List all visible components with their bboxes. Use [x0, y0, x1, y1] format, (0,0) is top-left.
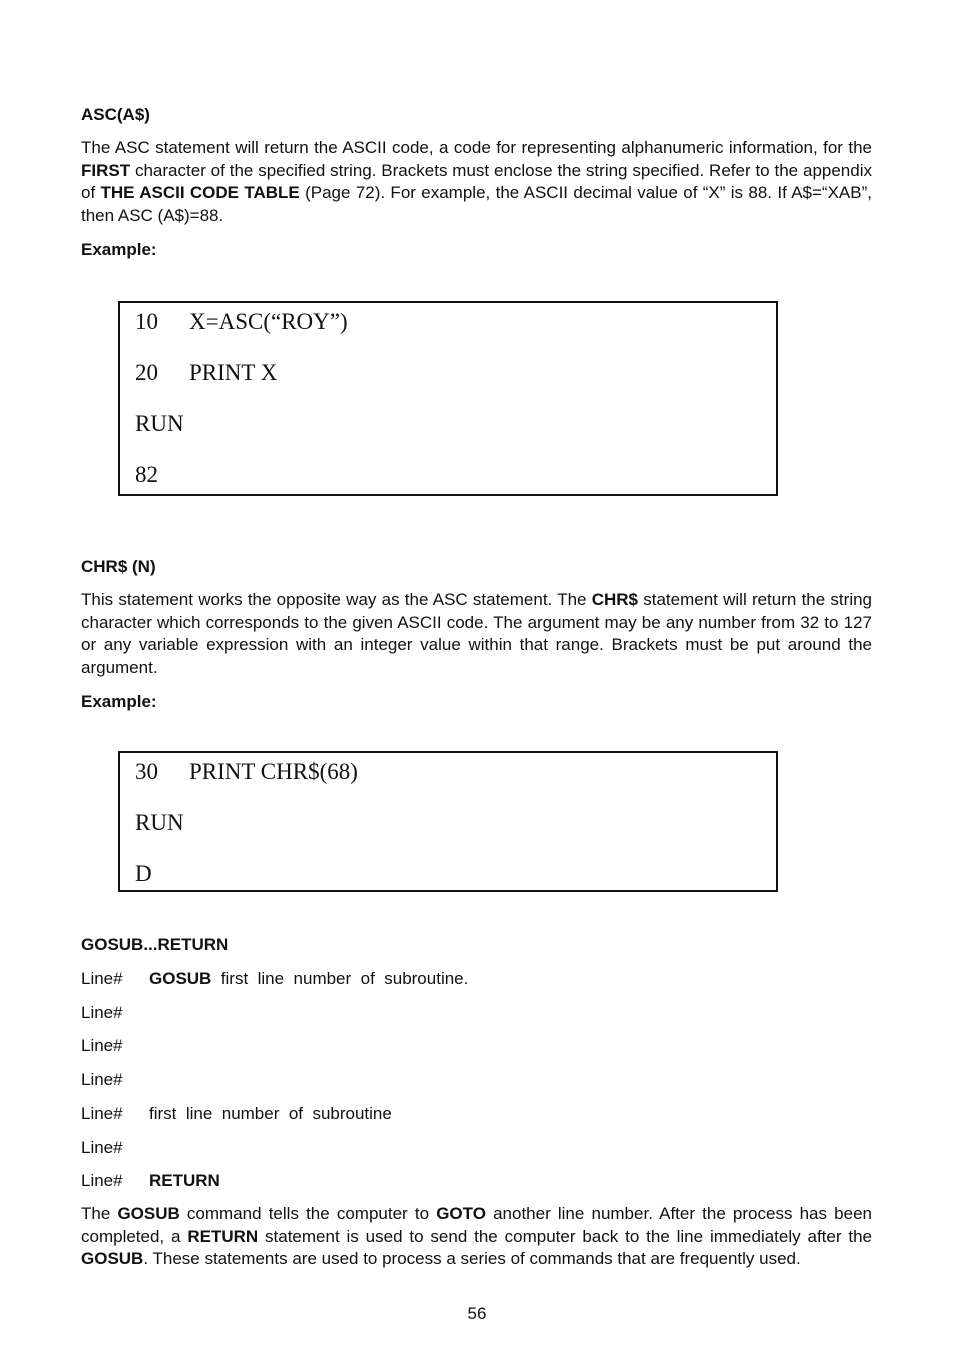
gosub-text: command tells the computer to: [179, 1204, 437, 1223]
asc-description: [81, 137, 872, 228]
syntax-line: [81, 1171, 220, 1191]
gosub-bold-term: RETURN: [187, 1226, 259, 1246]
code-statement: PRINT X: [189, 360, 278, 385]
code-statement: D: [135, 861, 152, 886]
code-statement: 82: [135, 462, 158, 487]
chr-example-label: Example:: [81, 692, 157, 711]
code-statement: RUN: [135, 411, 184, 436]
gosub-text: statement is used to send the computer back to the line immediately after the: [258, 1226, 872, 1246]
asc-text: The ASC statement will return the ASCII code, a code for representing alphanumeric information, for the: [81, 138, 872, 157]
syntax-line: [81, 1036, 149, 1056]
gosub-heading: GOSUB...RETURN: [81, 935, 229, 954]
code-line: [135, 759, 358, 785]
line-label: Line#: [81, 1103, 123, 1123]
asc-text: character of the specified string. Brackets must enclose the string specified. Refer to the appendix of: [81, 160, 872, 203]
line-keyword: RETURN: [149, 1171, 220, 1191]
syntax-line: [81, 1070, 149, 1090]
syntax-line: [81, 1003, 149, 1023]
line-label: Line#: [81, 1070, 123, 1090]
syntax-line: [81, 1138, 149, 1158]
asc-code-example: [118, 301, 778, 496]
chr-text: This statement works the opposite way as the ASC statement. The: [81, 590, 592, 609]
code-line-number: 10: [135, 309, 158, 334]
line-label: Line#: [81, 1036, 123, 1056]
code-line-number: 30: [135, 759, 158, 784]
code-line: [135, 309, 348, 335]
gosub-text: The: [81, 1204, 118, 1223]
page-number: 56: [467, 1304, 487, 1323]
line-label: Line#: [81, 969, 123, 988]
gosub-bold-term: GOSUB: [81, 1249, 144, 1269]
chr-bold-term: CHR$: [591, 590, 639, 609]
code-line: [135, 462, 158, 488]
syntax-line: [81, 969, 468, 989]
syntax-line: [81, 1104, 392, 1124]
code-line: [135, 411, 184, 437]
asc-text: (Page 72). For example, the ASCII decimal value of “X” is 88. If A$=“XAB”, then ASC (A$)=88.: [81, 183, 872, 226]
line-label: Line#: [81, 1137, 123, 1157]
chr-text: statement will return the string character which corresponds to the given ASCII code. The argument may be any number from 32 to 127 or any variable expression with an integer value within that range. Brackets must be put around the argument.: [81, 590, 872, 678]
code-line: [135, 861, 152, 887]
code-statement: PRINT CHR$(68): [189, 759, 358, 784]
line-keyword: GOSUB: [149, 969, 212, 988]
asc-heading: ASC(A$): [81, 105, 150, 124]
asc-bold-term: THE ASCII CODE TABLE: [100, 183, 300, 203]
chr-code-example: [118, 751, 778, 892]
gosub-bold-term: GOSUB: [117, 1204, 180, 1223]
line-label: Line#: [81, 1171, 123, 1191]
code-statement: X=ASC(“ROY”): [189, 309, 348, 334]
code-line: [135, 810, 184, 836]
line-label: Line#: [81, 1002, 123, 1022]
code-statement: RUN: [135, 810, 184, 835]
chr-description: [81, 589, 872, 680]
gosub-description: [81, 1203, 872, 1271]
chr-heading: CHR$ (N): [81, 557, 156, 576]
gosub-text: . These statements are used to process a series of commands that are frequently used.: [143, 1249, 801, 1269]
gosub-bold-term: GOTO: [436, 1204, 486, 1223]
gosub-text: another line number. After the process has been completed, a: [81, 1204, 872, 1246]
asc-example-label: Example:: [81, 240, 157, 259]
line-text: first line number of subroutine: [149, 1103, 392, 1123]
line-text: first line number of subroutine.: [211, 969, 469, 988]
code-line-number: 20: [135, 360, 158, 385]
asc-bold-term: FIRST: [81, 160, 131, 180]
code-line: [135, 360, 277, 386]
